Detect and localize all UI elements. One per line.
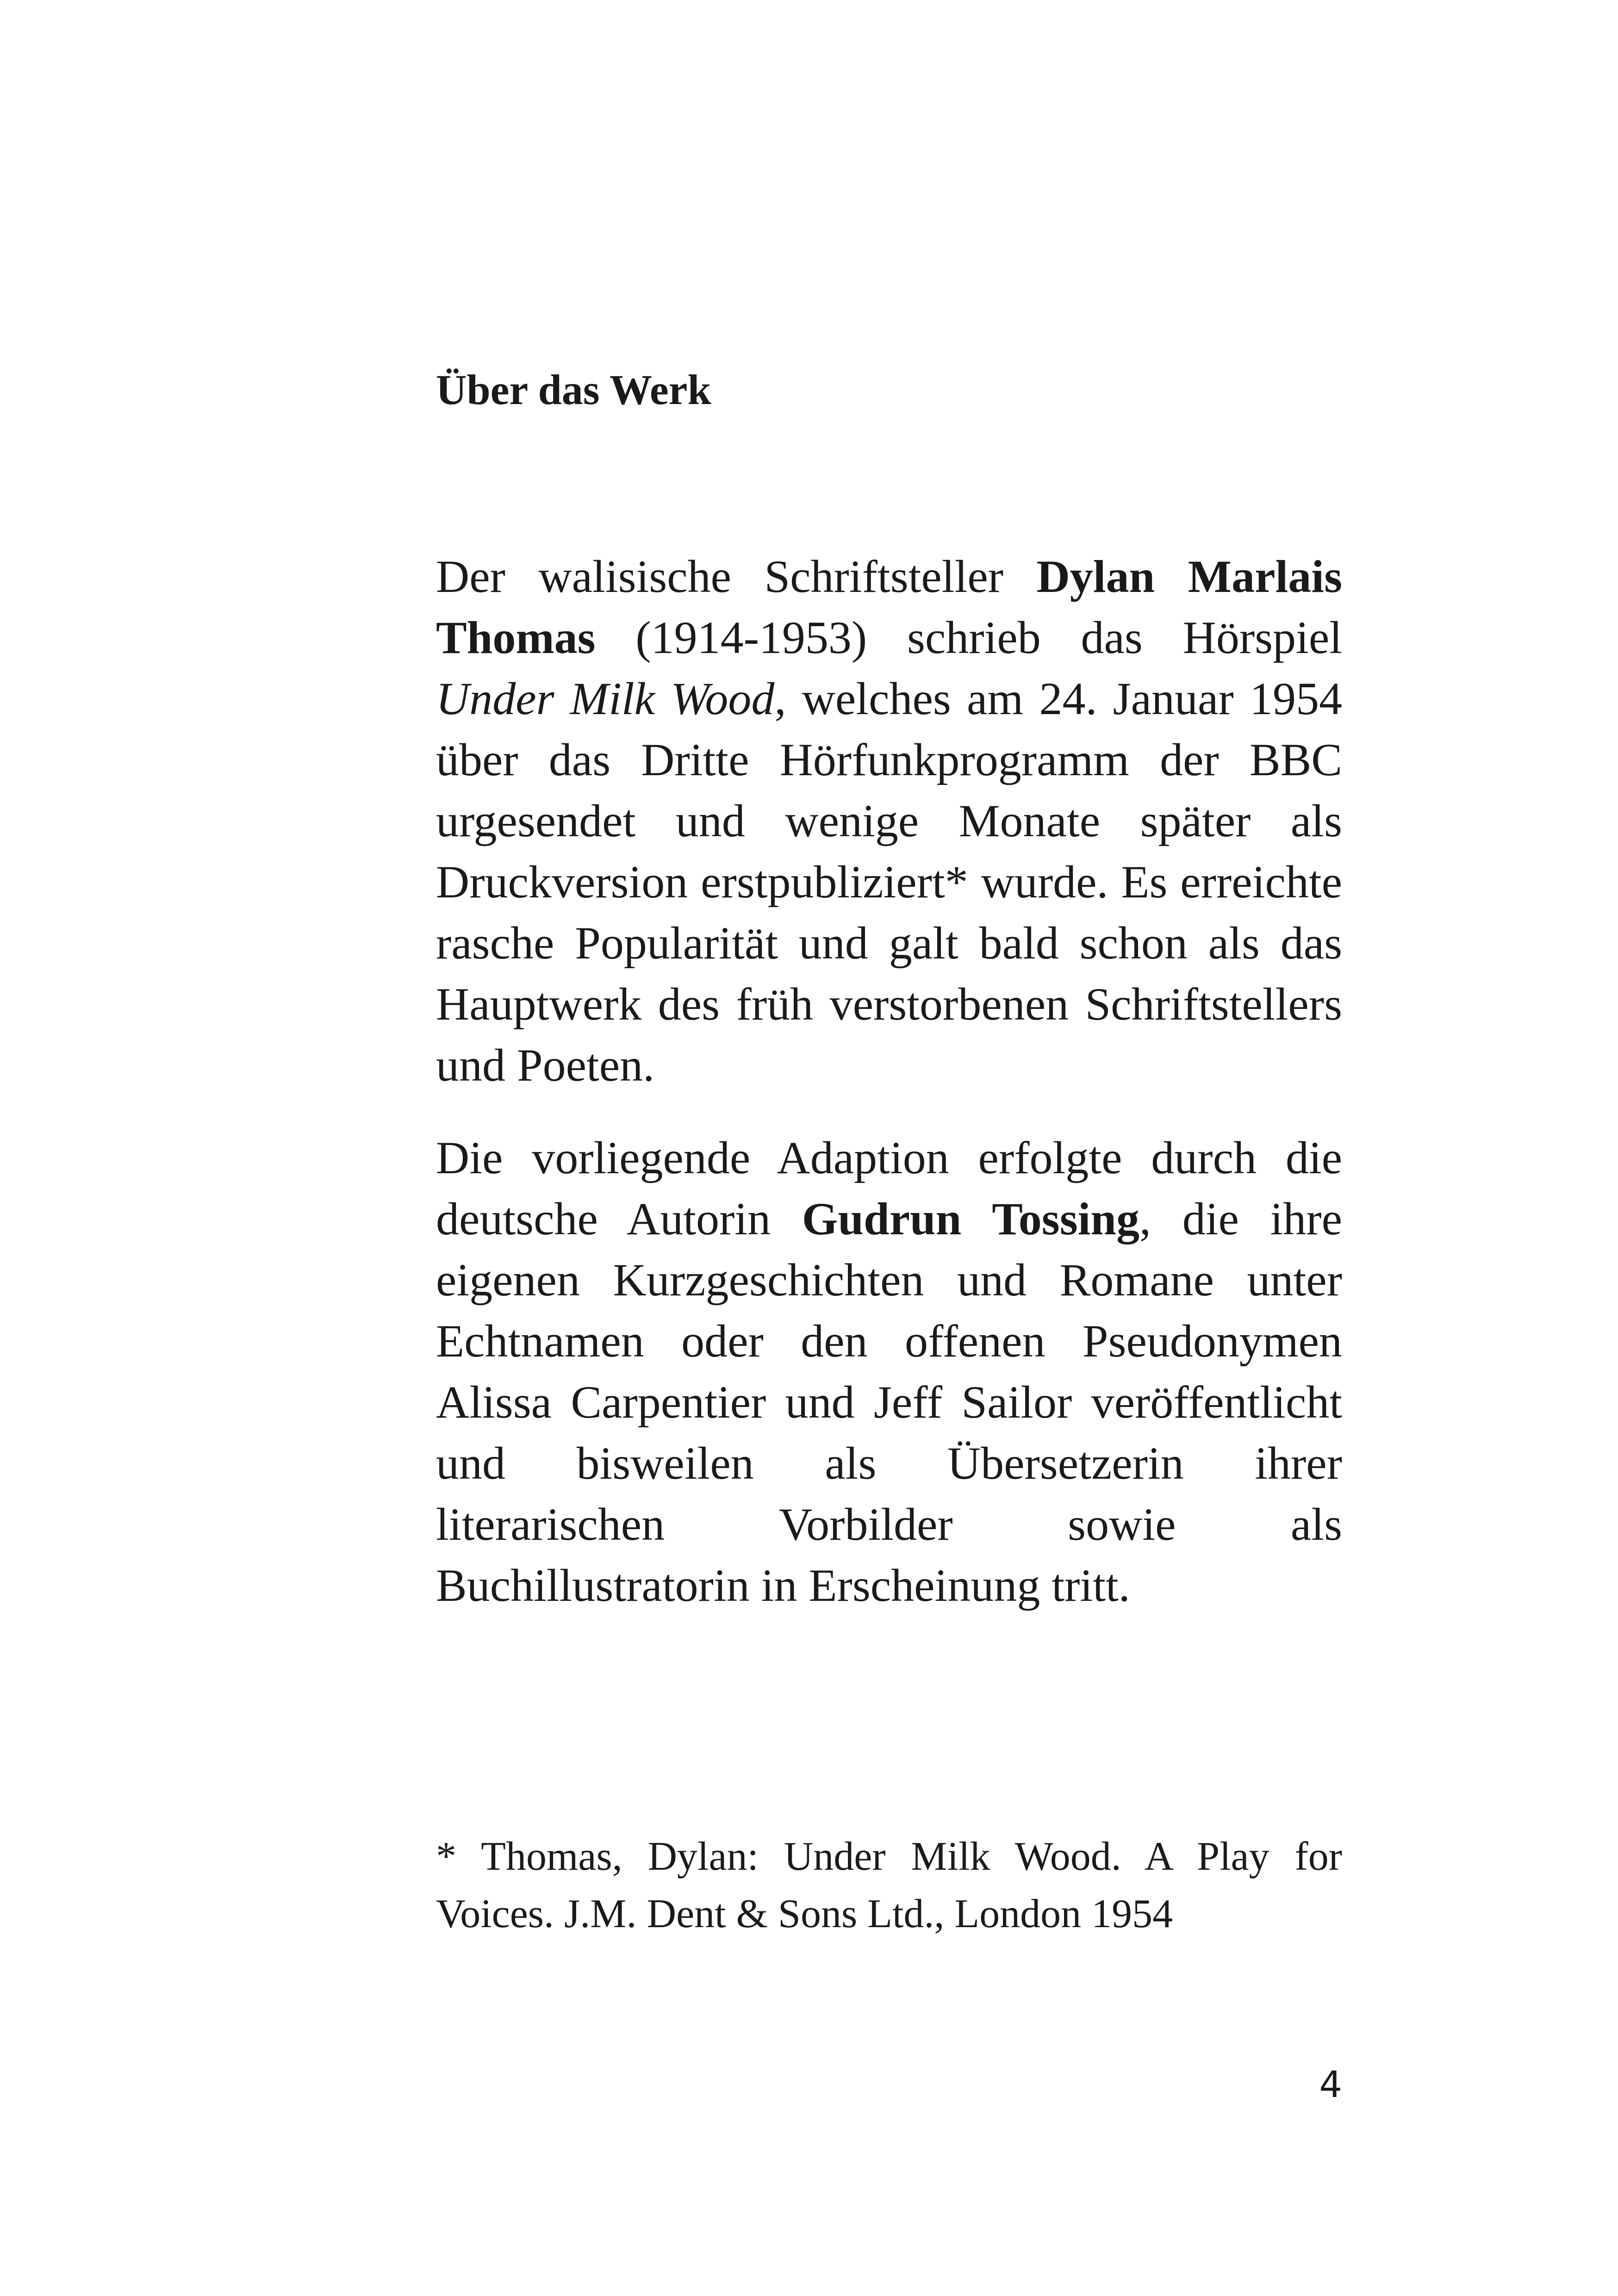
paragraph-adaptation [436,1127,1342,1616]
work-title-italic: Under Milk Wood [436,673,775,724]
paragraph-about-work [436,546,1342,1096]
paragraph2-text-2: , die ihre eigenen Kurzgeschichten und Romane unter Echtnamen oder den offenen Pseudonymen Alissa Carpentier und Jeff Sailor veröffentlicht und bisweilen als Übersetzerin ihrer literarischen Vorbilder sowie als Buchillustratorin in Erscheinung tritt. [436,1193,1342,1611]
paragraph1-text-1: Der walisische Schriftsteller [436,551,1037,602]
adapter-name-bold: Gudrun Tossing [802,1193,1140,1244]
paragraph2-text-1: Die vorliegende Adaption erfolgte durch die deutsche Autorin [436,1132,1342,1244]
footnote: * Thomas, Dylan: Under Milk Wood. A Play for Voices. J.M. Dent & Sons Ltd., London 1954 [436,1834,1342,1936]
paragraph1-text-2: (1914-1953) schrieb das Hörspiel [595,612,1342,663]
section-heading: Über das Werk [436,366,711,413]
author-name-bold: Dylan Marlais Thomas [436,551,1342,663]
page-number: 4 [1319,2064,1342,2106]
paragraph1-text-3: , welches am 24. Januar 1954 über das Dritte Hörfunkprogramm der BBC urgesendet und wenige Monate später als Druckversion erstpubliziert* wurde. Es erreichte rasche Popularität und galt bald schon als das Hauptwerk des früh verstorbenen Schriftstellers und Poeten. [436,673,1343,1091]
